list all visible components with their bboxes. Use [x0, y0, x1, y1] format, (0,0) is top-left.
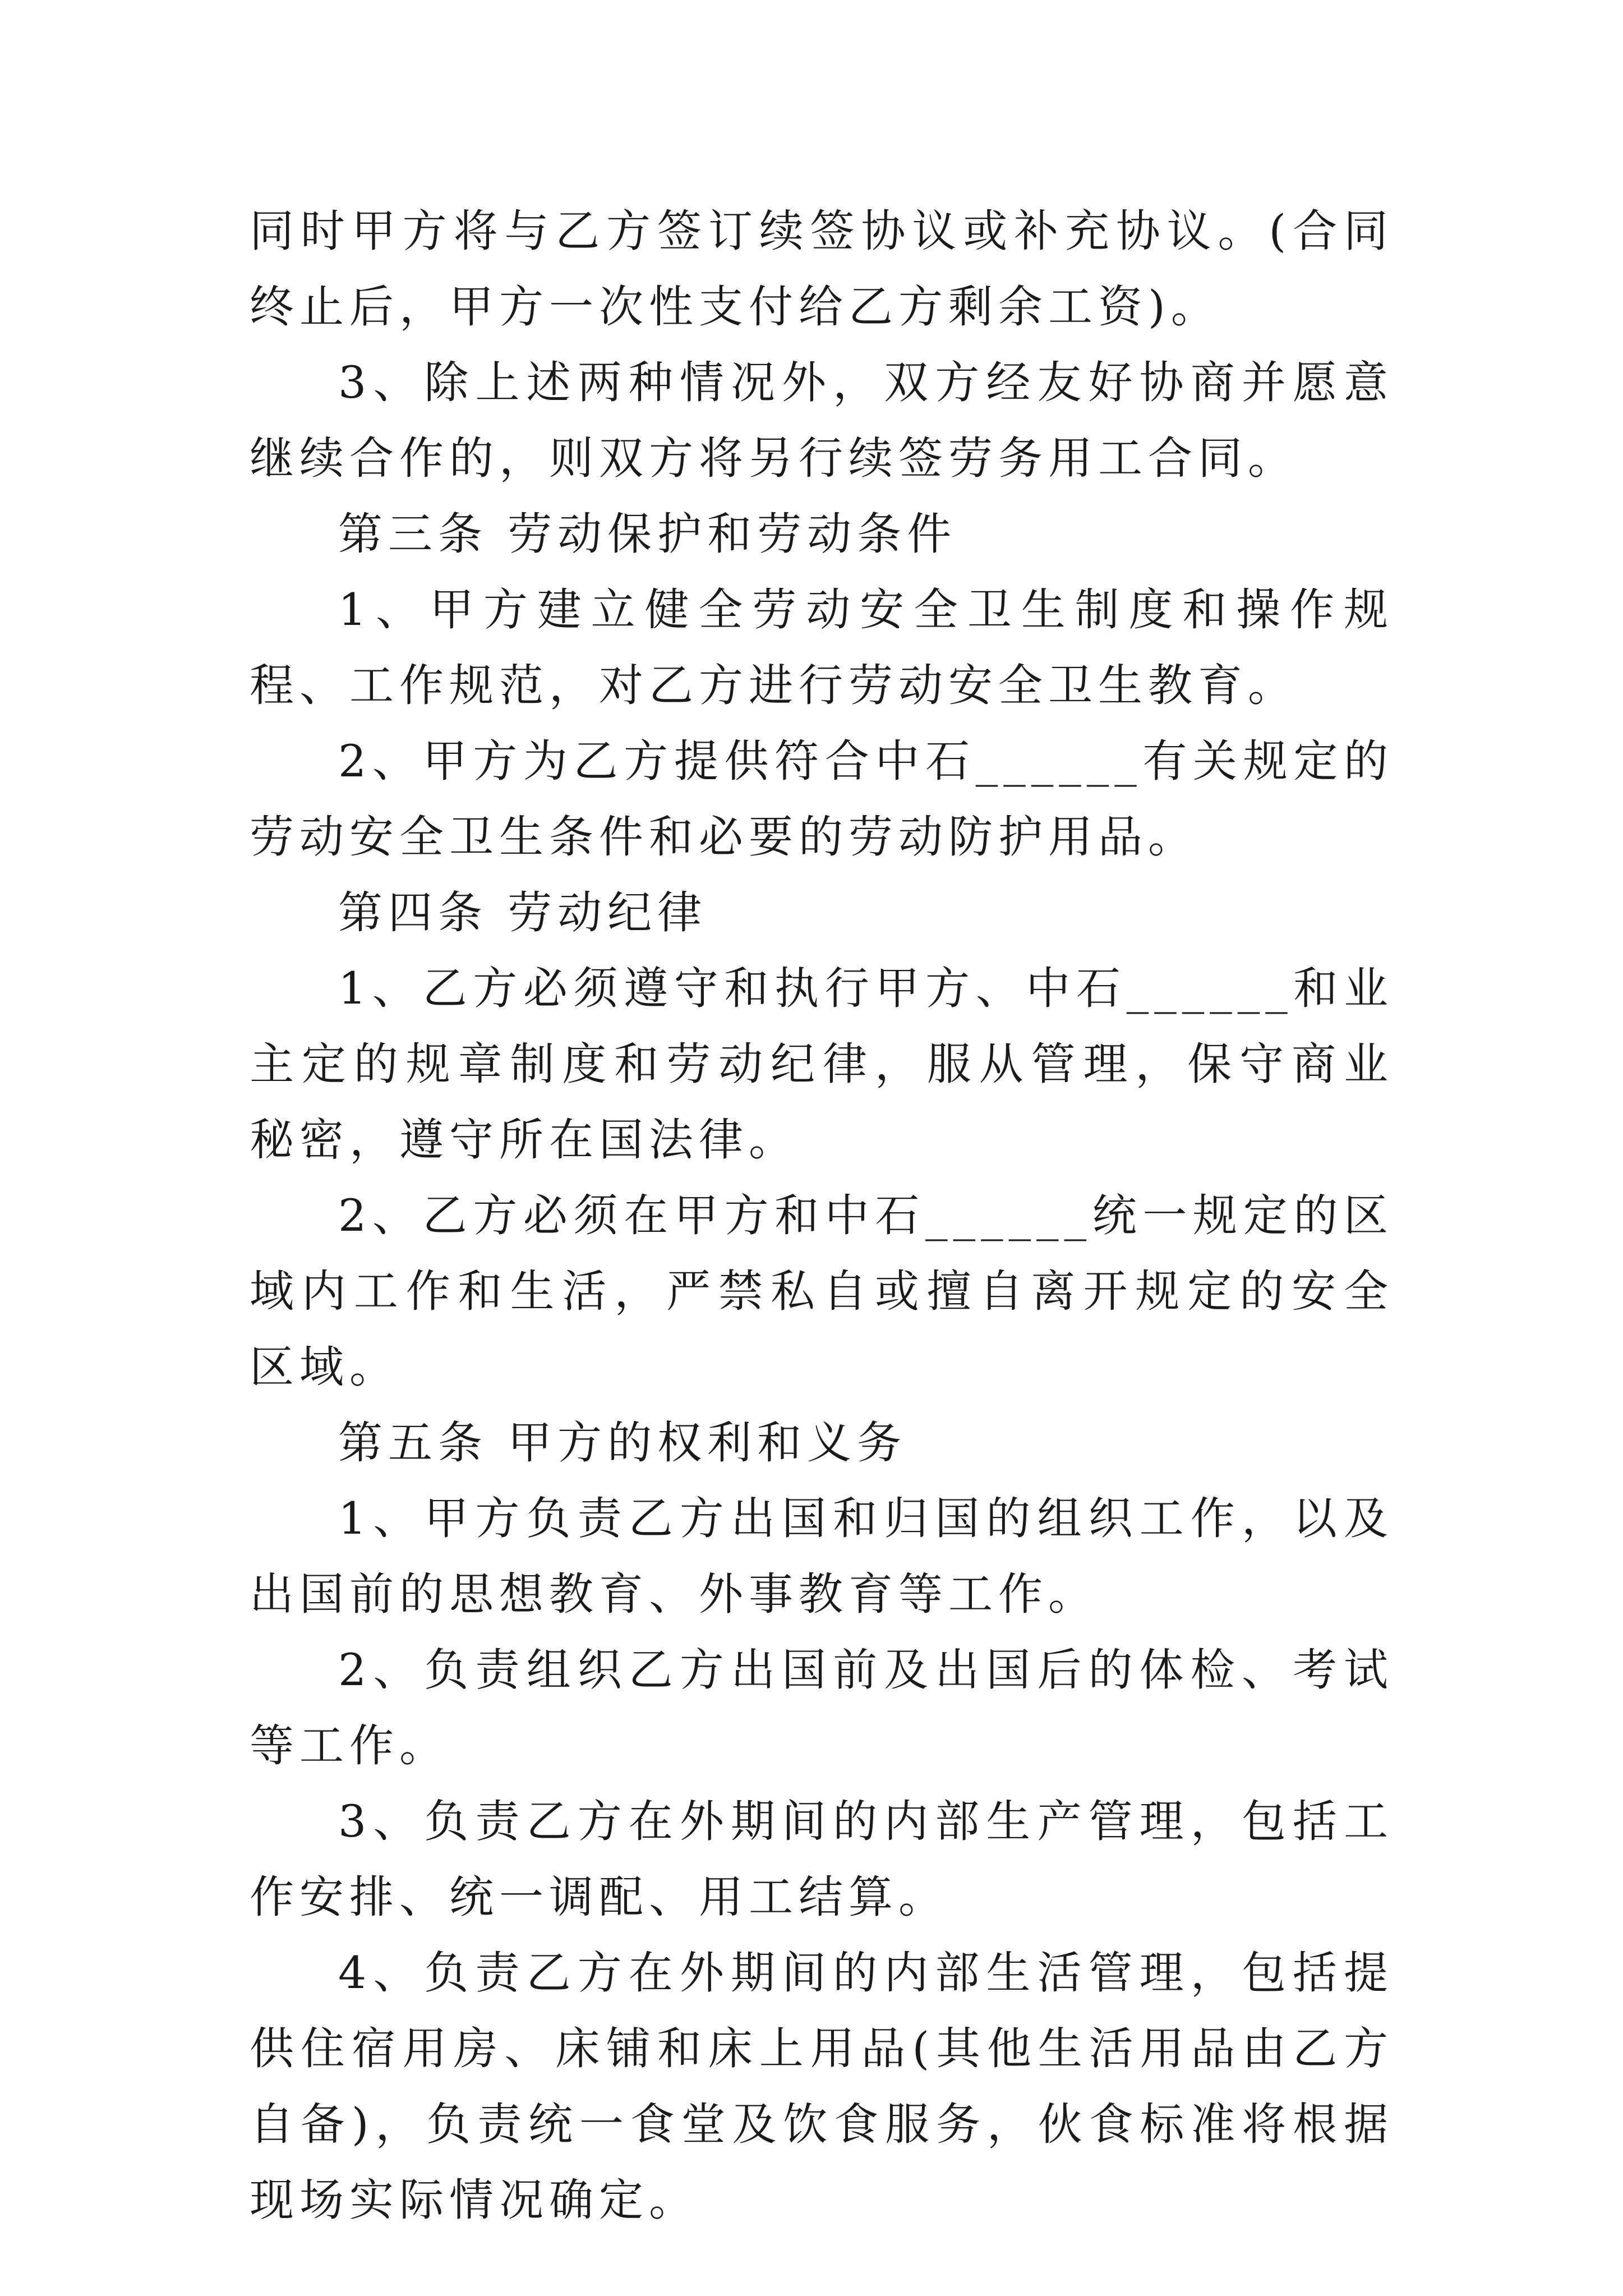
paragraph-7: 1、乙方必须遵守和执行甲方、中石______和业主定的规章制度和劳动纪律，服从管理，保守商业秘密，遵守所在国法律。: [250, 963, 1394, 1166]
paragraph-10: 1、甲方负责乙方出国和归国的组织工作，以及出国前的思想教育、外事教育等工作。: [250, 1493, 1394, 1620]
paragraph-1: 同时甲方将与乙方签订续签协议或补充协议。(合同终止后，甲方一次性支付给乙方剩余工资)。: [250, 205, 1394, 333]
paragraph-4: 1、甲方建立健全劳动安全卫生制度和操作规程、工作规范，对乙方进行劳动安全卫生教育。: [250, 584, 1394, 711]
paragraph-12: 3、负责乙方在外期间的内部生产管理，包括工作安排、统一调配、用工结算。: [250, 1796, 1394, 1923]
document-body: [250, 194, 1394, 2238]
section-heading-3: 第三条 劳动保护和劳动条件: [338, 508, 957, 560]
section-heading-4: 第四条 劳动纪律: [338, 887, 708, 938]
paragraph-5: 2、甲方为乙方提供符合中石______有关规定的劳动安全卫生条件和必要的劳动防护用品。: [250, 735, 1394, 863]
paragraph-8: 2、乙方必须在甲方和中石______统一规定的区域内工作和生活，严禁私自或擅自离开规定的安全区域。: [250, 1190, 1394, 1393]
paragraph-13: 4、负责乙方在外期间的内部生活管理，包括提供住宿用房、床铺和床上用品(其他生活用品由乙方自备)，负责统一食堂及饮食服务，伙食标准将根据现场实际情况确定。: [250, 1947, 1394, 2226]
paragraph-11: 2、负责组织乙方出国前及出国后的体检、考试等工作。: [250, 1644, 1394, 1772]
paragraph-2: 3、除上述两种情况外，双方经友好协商并愿意继续合作的，则双方将另行续签劳务用工合同。: [250, 357, 1394, 484]
section-heading-5: 第五条 甲方的权利和义务: [338, 1417, 907, 1469]
